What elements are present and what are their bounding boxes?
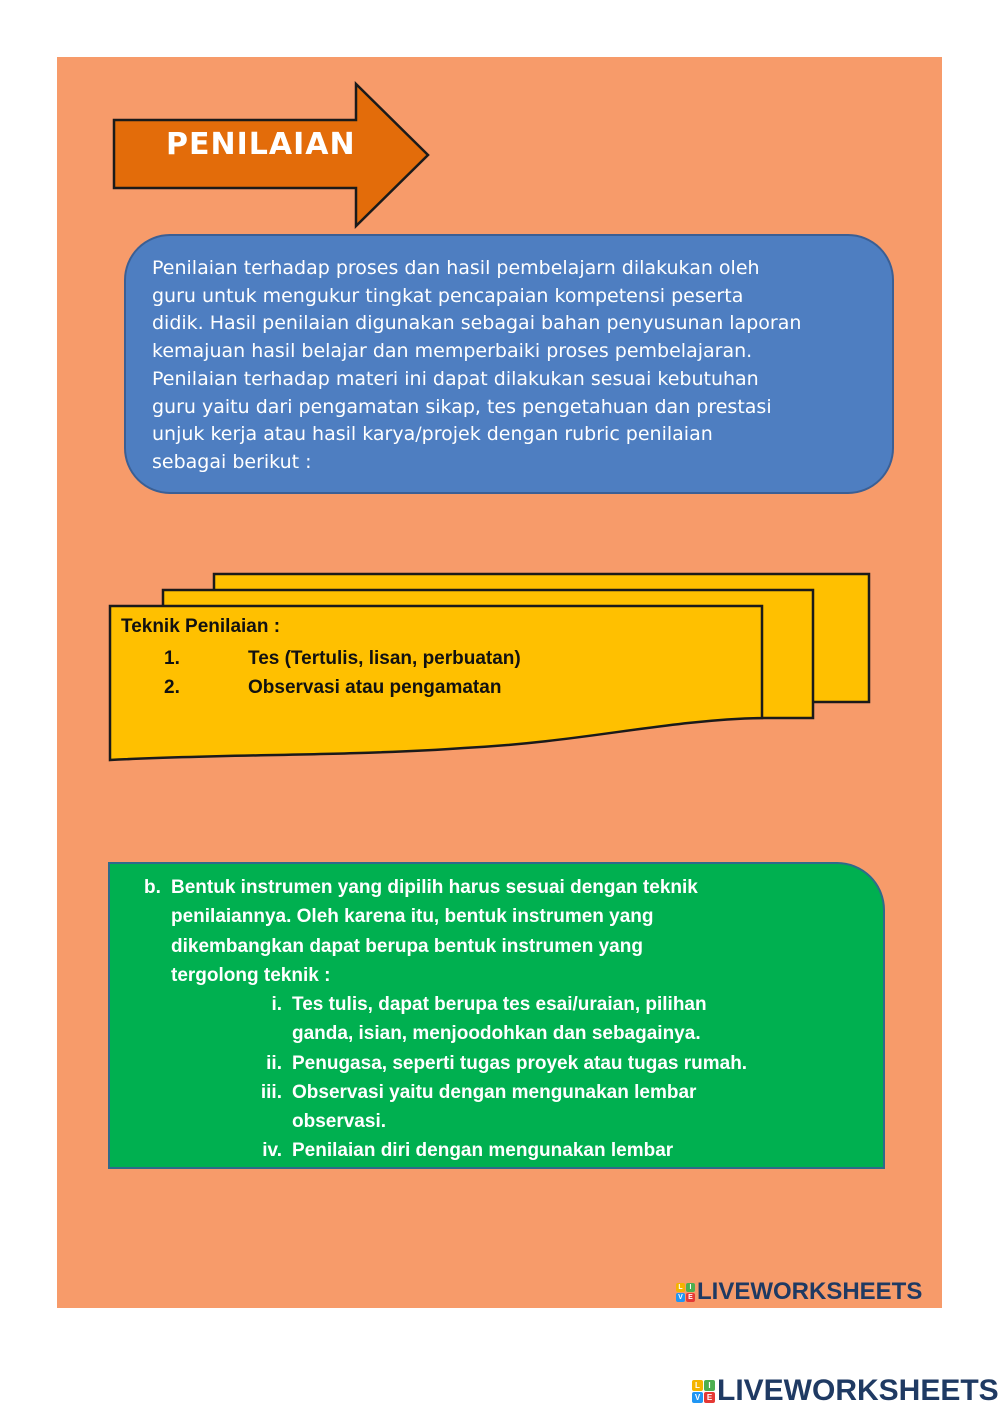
- intro-line: unjuk kerja atau hasil karya/projek dengan rubric penilaian: [152, 423, 713, 446]
- list-item: [230, 1136, 870, 1165]
- item-number: iv.: [262, 1140, 282, 1162]
- item-text: Observasi atau pengamatan: [248, 676, 502, 698]
- logo-letter: L: [692, 1380, 703, 1391]
- logo-letter: I: [704, 1380, 715, 1391]
- teknik-heading: Teknik Penilaian :: [121, 616, 281, 637]
- intro-line: kemajuan hasil belajar dan memperbaiki proses pembelajaran.: [152, 340, 753, 363]
- bentuk-line: dikembangkan dapat berupa bentuk instrumen yang: [171, 935, 643, 957]
- list-item: [230, 990, 870, 1049]
- item-text: Observasi yaitu dengan mengunakan lembar: [292, 1081, 697, 1103]
- footer-brand-logo[interactable]: [692, 1374, 999, 1408]
- item-text: Tes tulis, dapat berupa tes esai/uraian, pilihan: [292, 994, 707, 1015]
- list-item: [230, 1078, 870, 1137]
- bentuk-line: tergolong teknik :: [171, 964, 331, 986]
- item-text: ganda, isian, menjoodohkan dan sebagainya.: [292, 1023, 701, 1045]
- logo-letter: V: [692, 1392, 703, 1403]
- logo-letter: I: [686, 1283, 695, 1292]
- logo-letter: V: [676, 1293, 685, 1302]
- intro-line: didik. Hasil penilaian digunakan sebagai bahan penyusunan laporan: [152, 312, 802, 335]
- list-item: [121, 644, 741, 673]
- brand-name: LIVEWORKSHEETS: [697, 1278, 923, 1305]
- item-text: Penilaian diri dengan mengunakan lembar: [292, 1140, 674, 1162]
- item-number: 1.: [164, 647, 180, 669]
- item-text: Tes (Tertulis, lisan, perbuatan): [248, 647, 521, 669]
- intro-line: guru yaitu dari pengamatan sikap, tes pengetahuan dan prestasi: [152, 395, 772, 418]
- item-number: iii.: [260, 1081, 282, 1103]
- bentuk-box: [108, 862, 885, 1169]
- item-text: observasi.: [292, 1111, 386, 1133]
- list-item: [230, 1049, 870, 1078]
- intro-line: sebagai berikut :: [152, 450, 312, 473]
- teknik-list: [121, 616, 741, 702]
- item-number: ii.: [266, 1052, 282, 1074]
- brand-name: LIVEWORKSHEETS: [717, 1374, 999, 1407]
- liveworksheets-icon: [692, 1380, 715, 1403]
- item-number: 2.: [164, 676, 180, 698]
- item-text: Penugasa, seperti tugas proyek atau tugas rumah.: [292, 1052, 748, 1074]
- intro-line: Penilaian terhadap materi ini dapat dilakukan sesuai kebutuhan: [152, 367, 759, 390]
- item-number: i.: [271, 994, 282, 1015]
- bentuk-line: penilaiannya. Oleh karena itu, bentuk instrumen yang: [171, 906, 654, 928]
- list-item: [121, 673, 741, 702]
- logo-letter: E: [686, 1293, 695, 1302]
- intro-line: guru untuk mengukur tingkat pencapaian kompetensi peserta: [152, 284, 744, 307]
- logo-letter: E: [704, 1392, 715, 1403]
- page-title: PENILAIAN: [166, 127, 356, 162]
- bentuk-list: [230, 990, 870, 1166]
- bentuk-intro: [144, 873, 844, 990]
- bentuk-line: Bentuk instrumen yang dipilih harus sesuai dengan teknik: [171, 877, 698, 898]
- intro-box: [124, 234, 894, 494]
- bentuk-label: b.: [144, 877, 161, 898]
- logo-letter: L: [676, 1283, 685, 1292]
- intro-line: Penilaian terhadap proses dan hasil pembelajarn dilakukan oleh: [152, 257, 760, 279]
- inner-brand-logo: [676, 1278, 994, 1306]
- liveworksheets-icon: [676, 1283, 695, 1302]
